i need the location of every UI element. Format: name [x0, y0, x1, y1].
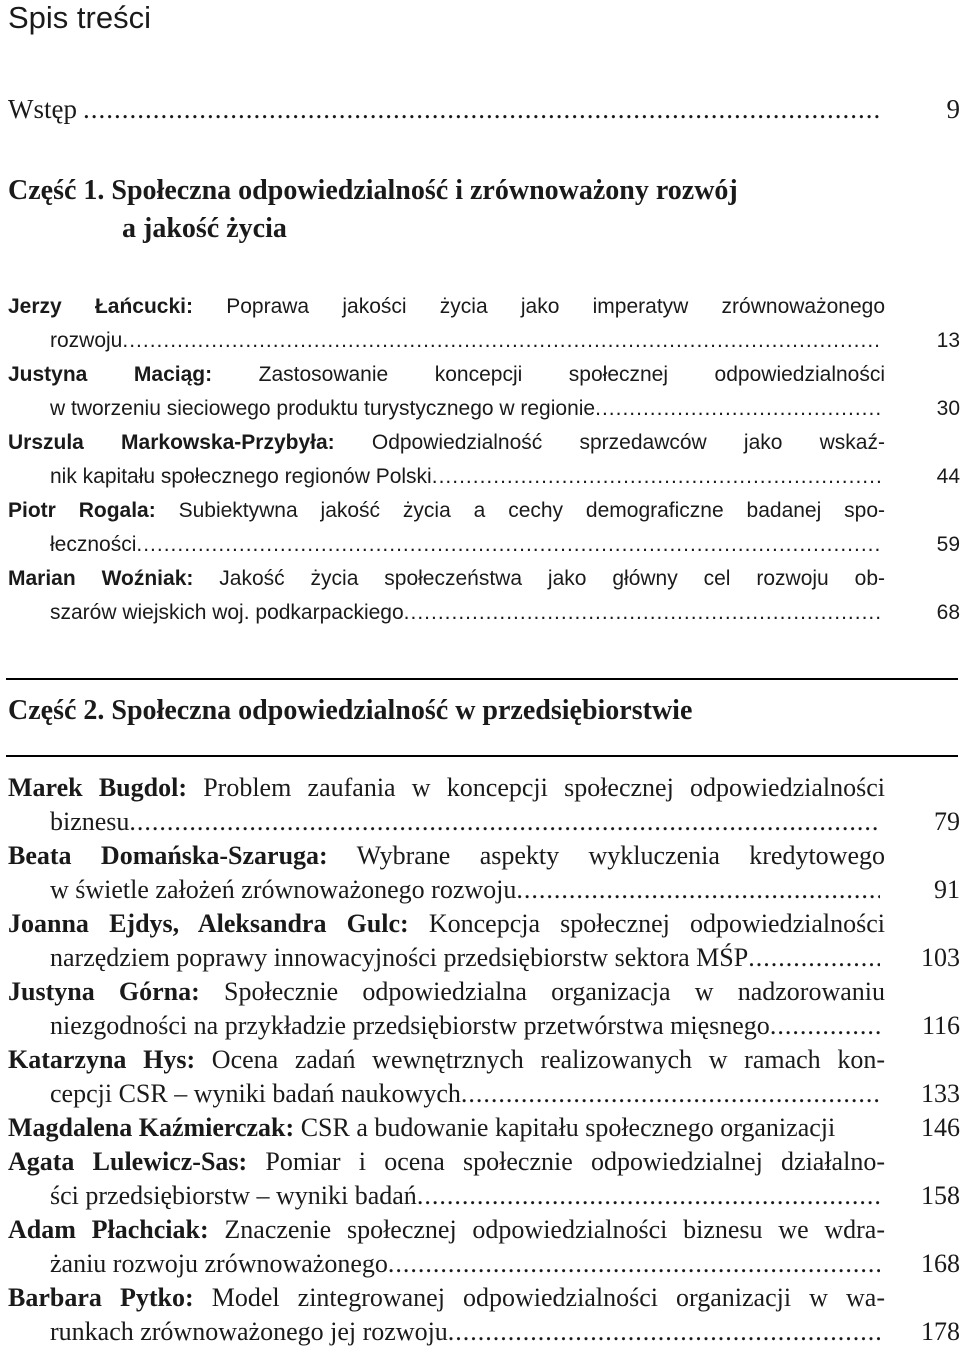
- entry-page-number: 178: [921, 1317, 960, 1346]
- entry-first-line: [8, 562, 885, 596]
- leader-dots: [417, 1179, 880, 1213]
- entry-title-part2: w świetle założeń zrównoważonego rozwoju: [50, 875, 517, 904]
- entry-author: Justyna Maciąg:: [8, 363, 213, 386]
- leader-dots: [748, 941, 880, 975]
- toc-entry[interactable]: [8, 1043, 960, 1111]
- leader-dots: [83, 92, 880, 126]
- entry-page-number: 168: [921, 1249, 960, 1278]
- entry-title-part2: runkach zrównoważonego jej rozwoju: [50, 1317, 448, 1346]
- entry-last-line: [8, 873, 960, 907]
- divider: [6, 678, 958, 680]
- entry-title-part1: Znaczenie społecznej odpowiedzialności biznesu we wdra-: [208, 1215, 885, 1244]
- entry-first-line: [8, 771, 885, 805]
- entry-last-line: [8, 1009, 960, 1043]
- entry-first-line: [8, 1213, 885, 1247]
- entry-page-number: 146: [921, 1113, 960, 1142]
- entry-first-line: [8, 358, 885, 392]
- entry-first-line: [8, 1145, 885, 1179]
- entry-title-part1: CSR a budowanie kapitału społecznego organizacji: [294, 1113, 836, 1142]
- part1-heading-line1: Część 1. Społeczna odpowiedzialność i zrównoważony rozwój: [8, 175, 738, 206]
- entry-last-line: [8, 1077, 960, 1111]
- entry-author: Urszula Markowska-Przybyła:: [8, 431, 335, 454]
- entry-page-number: 79: [934, 807, 960, 836]
- toc-entry[interactable]: [8, 1111, 960, 1145]
- entry-author: Magdalena Kaźmierczak:: [8, 1113, 295, 1142]
- entry-title-part1: Wybrane aspekty wykluczenia kredytowego: [327, 841, 885, 870]
- leader-dots: [404, 596, 880, 630]
- entry-author: Beata Domańska-Szaruga:: [8, 841, 328, 870]
- entry-page-number: 133: [921, 1079, 960, 1108]
- toc-entry[interactable]: [8, 290, 960, 358]
- entry-first-line: [8, 290, 885, 324]
- toc-entry[interactable]: [8, 907, 960, 975]
- toc-entry[interactable]: [8, 1213, 960, 1281]
- entry-page-number: 68: [936, 601, 960, 624]
- toc-entry[interactable]: [8, 358, 960, 426]
- entry-author: Katarzyna Hys:: [8, 1045, 196, 1074]
- leader-dots: [122, 324, 880, 358]
- entry-title-part1: Społecznie odpowiedzialna organizacja w nadzorowaniu: [199, 977, 885, 1006]
- entry-first-line: [8, 494, 885, 528]
- entry-last-line: [8, 1111, 960, 1145]
- entry-title-part1: Subiektywna jakość życia a cechy demograficzne badanej spo-: [155, 499, 885, 522]
- page-title: Spis treści: [8, 0, 151, 35]
- entry-author: Marek Bugdol:: [8, 773, 187, 802]
- entry-page-number: 116: [921, 1011, 960, 1040]
- toc-entry[interactable]: [8, 1281, 960, 1349]
- entry-title-part2: ści przedsiębiorstw – wyniki badań: [50, 1181, 417, 1210]
- leader-dots: [595, 392, 880, 426]
- intro-page: 9: [946, 94, 960, 124]
- entry-last-line: [8, 324, 960, 358]
- entry-author: Piotr Rogala:: [8, 499, 156, 522]
- entry-page-number: 44: [936, 465, 960, 488]
- entry-title-part2: cepcji CSR – wyniki badań naukowych: [50, 1079, 461, 1108]
- divider: [6, 755, 958, 757]
- entry-title-part2: [8, 1111, 835, 1145]
- intro-label: Wstęp: [8, 94, 77, 124]
- leader-dots: [516, 873, 880, 907]
- toc-entry[interactable]: [8, 839, 960, 907]
- entry-first-line: [8, 426, 885, 460]
- entry-title-part1: Koncepcja społecznej odpowiedzialności: [408, 909, 885, 938]
- entry-page-number: 13: [936, 329, 960, 352]
- part2-heading: Część 2. Społeczna odpowiedzialność w przedsiębiorstwie: [8, 695, 693, 726]
- entry-author: Agata Lulewicz-Sas:: [8, 1147, 248, 1176]
- entry-author: Adam Płachciak:: [8, 1215, 209, 1244]
- entry-title-part1: Odpowiedzialność sprzedawców jako wskaź-: [334, 431, 885, 454]
- entry-last-line: [8, 805, 960, 839]
- toc-entry[interactable]: [8, 975, 960, 1043]
- entry-last-line: [8, 1179, 960, 1213]
- entry-last-line: [8, 1315, 960, 1349]
- entry-author: Marian Woźniak:: [8, 567, 194, 590]
- entry-page-number: 158: [921, 1181, 960, 1210]
- entry-page-number: 59: [936, 533, 960, 556]
- entry-last-line: [8, 1247, 960, 1281]
- entry-first-line: [8, 1043, 885, 1077]
- entry-last-line: [8, 941, 960, 975]
- entry-page-number: 103: [921, 943, 960, 972]
- leader-dots: [388, 1247, 880, 1281]
- entry-title-part2: żaniu rozwoju zrównoważonego: [50, 1249, 388, 1278]
- part1-heading-line2: a jakość życia: [122, 213, 287, 244]
- entry-page-number: 91: [934, 875, 960, 904]
- entry-title-part2: nik kapitału społecznego regionów Polski: [50, 465, 432, 488]
- entry-title-part1: Ocena zadań wewnętrznych realizowanych w ramach kon-: [195, 1045, 885, 1074]
- leader-dots: [129, 805, 880, 839]
- part1-entry-list: [8, 290, 960, 630]
- toc-entry[interactable]: [8, 494, 960, 562]
- entry-first-line: [8, 907, 885, 941]
- part2-entry-list: [8, 771, 960, 1349]
- leader-dots: [461, 1077, 880, 1111]
- entry-author: Joanna Ejdys, Aleksandra Gulc:: [8, 909, 409, 938]
- entry-title-part2: łeczności: [50, 533, 137, 556]
- entry-last-line: [8, 596, 960, 630]
- entry-title-part1: Jakość życia społeczeństwa jako główny cel rozwoju ob-: [193, 567, 885, 590]
- entry-title-part2: szarów wiejskich woj. podkarpackiego: [50, 601, 404, 624]
- entry-title-part2: niezgodności na przykładzie przedsiębiorstw przetwórstwa mięsnego: [50, 1011, 770, 1040]
- entry-last-line: [8, 528, 960, 562]
- entry-title-part1: Model zintegrowanej odpowiedzialności organizacji w wa-: [193, 1283, 885, 1312]
- leader-dots: [432, 460, 880, 494]
- entry-last-line: [8, 460, 960, 494]
- toc-entry[interactable]: [8, 1145, 960, 1213]
- entry-title-part1: Zastosowanie koncepcji społecznej odpowiedzialności: [212, 363, 886, 386]
- toc-entry[interactable]: [8, 426, 960, 494]
- entry-author: Barbara Pytko:: [8, 1283, 194, 1312]
- entry-title-part2: narzędziem poprawy innowacyjności przedsiębiorstw sektora MŚP: [50, 943, 749, 972]
- toc-entry-intro[interactable]: [8, 92, 960, 126]
- entry-title-part1: Pomiar i ocena społecznie odpowiedzialnej działalno-: [247, 1147, 885, 1176]
- entry-first-line: [8, 839, 885, 873]
- entry-title-part1: Problem zaufania w koncepcji społecznej odpowiedzialności: [186, 773, 885, 802]
- entry-first-line: [8, 1281, 885, 1315]
- toc-entry[interactable]: [8, 562, 960, 630]
- entry-first-line: [8, 975, 885, 1009]
- leader-dots: [448, 1315, 880, 1349]
- leader-dots: [136, 528, 880, 562]
- leader-dots: [770, 1009, 880, 1043]
- entry-title-part1: Poprawa jakości życia jako imperatyw zrównoważonego: [192, 295, 885, 318]
- entry-page-number: 30: [936, 397, 960, 420]
- entry-title-part2: w tworzeniu sieciowego produktu turystycznego w regionie: [50, 397, 596, 420]
- entry-author: Justyna Górna:: [8, 977, 200, 1006]
- entry-title-part2: rozwoju: [50, 329, 123, 352]
- entry-last-line: [8, 392, 960, 426]
- entry-title-part2: biznesu: [50, 807, 130, 836]
- toc-entry[interactable]: [8, 771, 960, 839]
- entry-author: Jerzy Łańcucki:: [8, 295, 193, 318]
